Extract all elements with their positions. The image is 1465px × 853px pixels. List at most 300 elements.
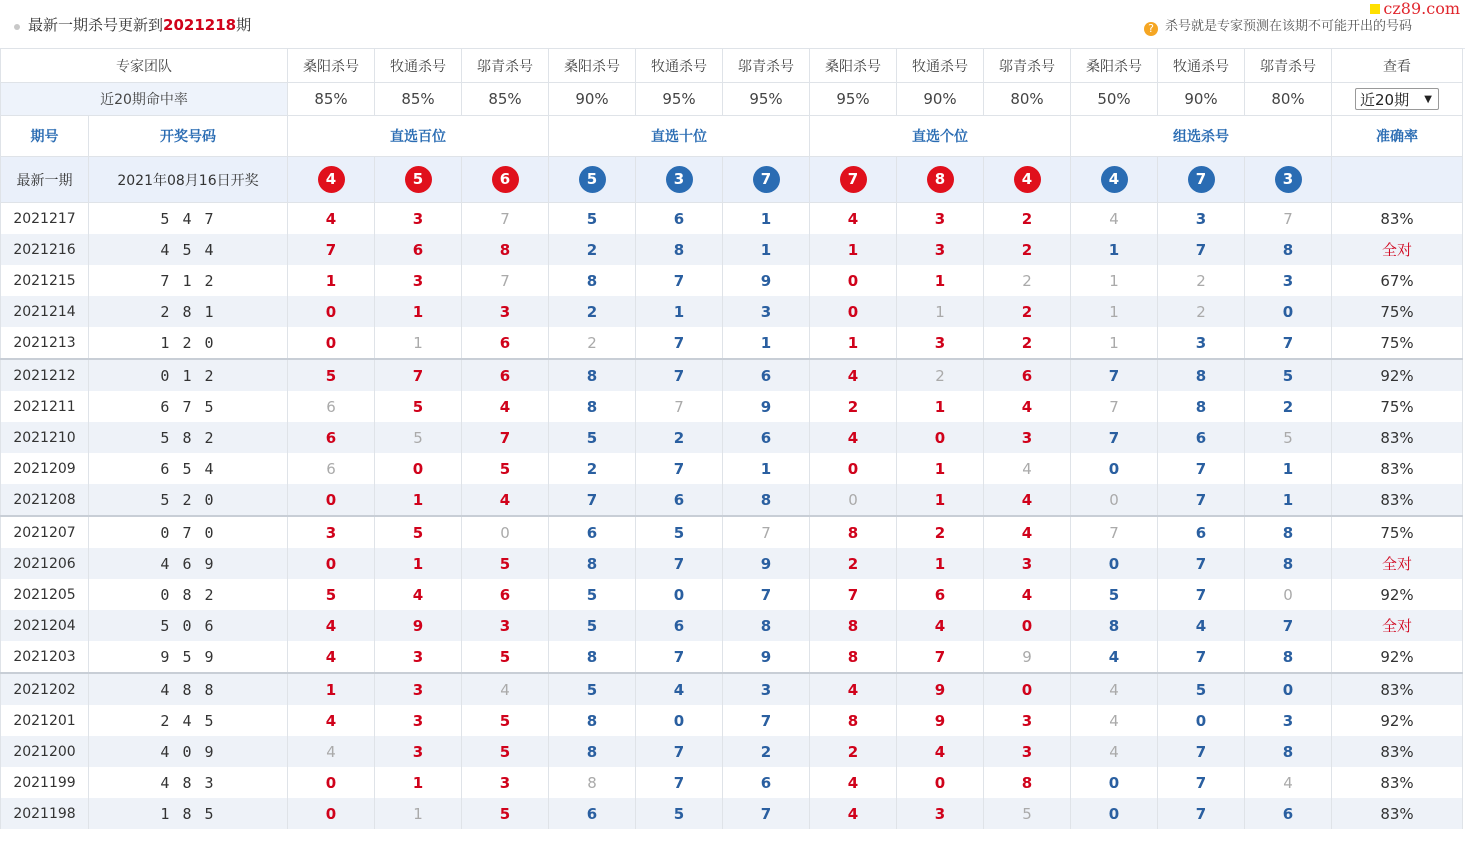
hit-rate-value: 85%: [462, 83, 549, 116]
hit-rate-value: 85%: [288, 83, 375, 116]
kill-cell: [810, 422, 897, 453]
kill-number: 3: [1195, 209, 1207, 228]
kill-number: 5: [1283, 428, 1293, 447]
kill-cell: [723, 705, 810, 736]
kill-number: 5: [412, 397, 424, 416]
latest-label: 最新一期: [1, 157, 89, 203]
accuracy-value: 92%: [1332, 705, 1463, 736]
kill-number: 4: [1195, 616, 1207, 635]
kill-cell: [1071, 673, 1158, 705]
kill-cell: [288, 391, 375, 422]
kill-cell: [288, 767, 375, 798]
issue-number: 2021204: [1, 610, 89, 641]
kill-cell: [1158, 579, 1245, 610]
kill-cell: [723, 453, 810, 484]
issue-number: 2021203: [1, 641, 89, 673]
latest-kill-cell: [375, 157, 462, 203]
kill-number: 6: [1195, 428, 1207, 447]
kill-number: 0: [1108, 804, 1120, 823]
kill-number: 7: [1195, 554, 1207, 573]
draw-header: 开奖号码: [89, 116, 288, 157]
kill-cell: [1245, 548, 1332, 579]
kill-cell: [984, 453, 1071, 484]
kill-cell: [549, 641, 636, 673]
kill-cell: [375, 359, 462, 391]
kill-number: 8: [760, 616, 772, 635]
kill-cell: [1071, 767, 1158, 798]
kill-cell: [375, 798, 462, 829]
kill-cell: [375, 673, 462, 705]
kill-cell: [984, 641, 1071, 673]
kill-number-ball: 7: [840, 166, 867, 193]
kill-number: 0: [1108, 773, 1120, 792]
kill-cell: [897, 736, 984, 767]
issue-number: 2021205: [1, 579, 89, 610]
kill-cell: [810, 391, 897, 422]
kill-number: 7: [760, 585, 772, 604]
kill-cell: [1245, 234, 1332, 265]
kill-number: 5: [673, 523, 685, 542]
kill-number: 4: [847, 804, 859, 823]
kill-number-ball: 3: [1275, 166, 1302, 193]
latest-kill-cell: [636, 157, 723, 203]
page-title: 最新一期杀号更新到2021218期: [28, 16, 252, 34]
kill-cell: [288, 484, 375, 516]
kill-number: 0: [1283, 585, 1293, 604]
kill-number: 6: [1282, 804, 1294, 823]
kill-number: 8: [586, 397, 598, 416]
kill-cell: [462, 641, 549, 673]
kill-cell: [375, 484, 462, 516]
kill-number: 6: [760, 428, 772, 447]
kill-number: 7: [412, 366, 424, 385]
kill-number: 4: [934, 616, 946, 635]
kill-number: 2: [847, 554, 859, 573]
kill-number: 1: [847, 240, 859, 259]
kill-number: 1: [760, 240, 772, 259]
kill-cell: [636, 516, 723, 548]
kill-number: 3: [499, 616, 511, 635]
kill-cell: [288, 234, 375, 265]
kill-cell: [897, 548, 984, 579]
hit-rate-value: 95%: [723, 83, 810, 116]
kill-number: 0: [934, 773, 946, 792]
kill-number: 0: [848, 490, 858, 509]
kill-cell: [462, 296, 549, 327]
kill-cell: [462, 767, 549, 798]
kill-cell: [549, 391, 636, 422]
kill-cell: [288, 641, 375, 673]
kill-number: 3: [1195, 333, 1207, 352]
history-row: [1, 548, 1463, 579]
kill-cell: [636, 736, 723, 767]
kill-number: 3: [1282, 271, 1294, 290]
issue-number: 2021213: [1, 327, 89, 359]
kill-cell: [549, 265, 636, 296]
kill-number-ball: 5: [405, 166, 432, 193]
kill-cell: [375, 265, 462, 296]
kill-cell: [375, 767, 462, 798]
expert-team-label: 专家团队: [1, 49, 288, 83]
kill-number: 7: [1195, 742, 1207, 761]
kill-number: 3: [412, 209, 424, 228]
history-row: [1, 265, 1463, 296]
kill-cell: [1071, 296, 1158, 327]
kill-cell: [375, 548, 462, 579]
kill-number: 4: [500, 680, 510, 699]
kill-number: 8: [1282, 523, 1294, 542]
kill-number: 5: [499, 804, 511, 823]
kill-number: 5: [586, 428, 598, 447]
kill-number: 7: [325, 240, 337, 259]
kill-cell: [810, 641, 897, 673]
kill-number: 0: [325, 773, 337, 792]
kill-number: 7: [1195, 585, 1207, 604]
kill-cell: [984, 516, 1071, 548]
latest-issue-row: [1, 157, 1463, 203]
kill-number: 5: [1282, 366, 1294, 385]
kill-number: 0: [1021, 616, 1033, 635]
kill-number: 7: [1195, 490, 1207, 509]
latest-kill-cell: [549, 157, 636, 203]
issue-number: 2021209: [1, 453, 89, 484]
kill-number: 6: [760, 366, 772, 385]
kill-number: 1: [325, 271, 337, 290]
kill-number: 4: [325, 616, 337, 635]
accuracy-value: 83%: [1332, 453, 1463, 484]
kill-cell: [462, 610, 549, 641]
kill-number: 4: [1021, 585, 1033, 604]
kill-number: 4: [1283, 773, 1293, 792]
kill-cell: [462, 327, 549, 359]
kill-number: 8: [847, 616, 859, 635]
draw-numbers: 6 7 5: [89, 391, 288, 422]
kill-cell: [462, 453, 549, 484]
kill-cell: [462, 484, 549, 516]
kill-cell: [1245, 265, 1332, 296]
kill-number: 4: [673, 680, 685, 699]
kill-cell: [1245, 767, 1332, 798]
kill-number: 2: [1282, 397, 1294, 416]
kill-cell: [1245, 798, 1332, 829]
issue-number: 2021211: [1, 391, 89, 422]
kill-number: 8: [586, 742, 598, 761]
accuracy-value: 75%: [1332, 327, 1463, 359]
kill-number: 4: [934, 742, 946, 761]
kill-cell: [549, 422, 636, 453]
issue-number: 2021208: [1, 484, 89, 516]
kill-cell: [636, 579, 723, 610]
kill-cell: [1245, 736, 1332, 767]
kill-cell: [984, 548, 1071, 579]
kill-cell: [462, 705, 549, 736]
kill-cell: [1158, 391, 1245, 422]
kill-cell: [1158, 610, 1245, 641]
kill-cell: [375, 610, 462, 641]
kill-cell: [636, 798, 723, 829]
kill-number: 6: [499, 366, 511, 385]
draw-numbers: 9 5 9: [89, 641, 288, 673]
kill-number: 6: [673, 616, 685, 635]
kill-cell: [810, 203, 897, 235]
kill-number: 6: [1195, 523, 1207, 542]
kill-cell: [984, 484, 1071, 516]
kill-number: 3: [760, 680, 772, 699]
kill-number: 8: [1282, 742, 1294, 761]
issue-number: 2021200: [1, 736, 89, 767]
kill-cell: [636, 203, 723, 235]
draw-numbers: 0 1 2: [89, 359, 288, 391]
kill-cell: [723, 234, 810, 265]
kill-number: 4: [847, 209, 859, 228]
kill-number: 3: [934, 333, 946, 352]
kill-cell: [810, 359, 897, 391]
draw-numbers: 5 0 6: [89, 610, 288, 641]
expert-name: 邬青杀号: [462, 49, 549, 83]
kill-cell: [984, 296, 1071, 327]
kill-cell: [723, 327, 810, 359]
kill-cell: [897, 705, 984, 736]
kill-cell: [1071, 798, 1158, 829]
kill-number: 5: [1195, 680, 1207, 699]
kill-number: 3: [412, 271, 424, 290]
kill-number: 8: [586, 554, 598, 573]
kill-number: 1: [325, 680, 337, 699]
kill-number: 0: [412, 459, 424, 478]
kill-number: 6: [326, 397, 336, 416]
kill-number: 3: [1021, 428, 1033, 447]
kill-cell: [1158, 234, 1245, 265]
kill-number: 1: [1109, 271, 1119, 290]
kill-cell: [1158, 548, 1245, 579]
kill-number: 3: [412, 742, 424, 761]
kill-cell: [897, 610, 984, 641]
kill-cell: [549, 610, 636, 641]
kill-cell: [1245, 673, 1332, 705]
kill-number: 2: [586, 240, 598, 259]
kill-number: 2: [1021, 209, 1033, 228]
kill-cell: [1245, 391, 1332, 422]
kill-cell: [897, 798, 984, 829]
kill-cell: [810, 453, 897, 484]
kill-number: 1: [934, 271, 946, 290]
history-row: [1, 453, 1463, 484]
kill-cell: [1071, 265, 1158, 296]
kill-cell: [288, 453, 375, 484]
kill-number: 5: [499, 742, 511, 761]
kill-cell: [810, 548, 897, 579]
latest-kill-cell: [1245, 157, 1332, 203]
kill-cell: [375, 203, 462, 235]
kill-number: 7: [761, 523, 771, 542]
kill-cell: [549, 453, 636, 484]
kill-cell: [1245, 327, 1332, 359]
kill-number-table: [0, 48, 1463, 829]
kill-number: 8: [586, 271, 598, 290]
kill-cell: [723, 767, 810, 798]
kill-cell: [1245, 296, 1332, 327]
kill-cell: [810, 234, 897, 265]
kill-number: 5: [586, 680, 598, 699]
kill-cell: [375, 516, 462, 548]
bullet-icon: [14, 24, 20, 30]
kill-number: 4: [1109, 209, 1119, 228]
kill-number: 4: [499, 490, 511, 509]
accuracy-value: 92%: [1332, 641, 1463, 673]
history-row: [1, 767, 1463, 798]
kill-number: 7: [1195, 804, 1207, 823]
kill-cell: [375, 391, 462, 422]
accuracy-value: 67%: [1332, 265, 1463, 296]
kill-number: 4: [1109, 742, 1119, 761]
kill-cell: [897, 516, 984, 548]
kill-cell: [462, 673, 549, 705]
issue-number: 2021199: [1, 767, 89, 798]
kill-cell: [1245, 610, 1332, 641]
kill-cell: [375, 327, 462, 359]
kill-cell: [1158, 265, 1245, 296]
kill-number: 6: [1021, 366, 1033, 385]
kill-number: 5: [499, 554, 511, 573]
watermark: cz89.com: [1367, 0, 1463, 18]
kill-number: 1: [847, 333, 859, 352]
kill-number-ball: 5: [579, 166, 606, 193]
kill-cell: [1245, 453, 1332, 484]
kill-cell: [984, 422, 1071, 453]
kill-cell: [636, 767, 723, 798]
kill-cell: [549, 203, 636, 235]
kill-number: 7: [673, 773, 685, 792]
accuracy-value: 83%: [1332, 484, 1463, 516]
kill-cell: [636, 484, 723, 516]
kill-cell: [1158, 422, 1245, 453]
kill-number: 7: [1195, 240, 1207, 259]
kill-number: 1: [1282, 459, 1294, 478]
kill-cell: [375, 641, 462, 673]
kill-number: 5: [586, 585, 598, 604]
kill-cell: [984, 265, 1071, 296]
kill-cell: [897, 673, 984, 705]
hundreds-header: 直选百位: [288, 116, 549, 157]
kill-number: 6: [586, 523, 598, 542]
kill-number: 2: [847, 397, 859, 416]
accuracy-value: 75%: [1332, 516, 1463, 548]
kill-number: 1: [934, 397, 946, 416]
kill-number: 0: [934, 428, 946, 447]
kill-number: 4: [1109, 711, 1119, 730]
kill-cell: [723, 673, 810, 705]
kill-cell: [288, 327, 375, 359]
kill-cell: [462, 548, 549, 579]
period-select[interactable]: 近20期 ▼: [1355, 88, 1439, 110]
kill-cell: [984, 610, 1071, 641]
kill-cell: [810, 484, 897, 516]
kill-cell: [462, 359, 549, 391]
issue-number: 2021207: [1, 516, 89, 548]
kill-cell: [1245, 203, 1332, 235]
latest-kill-cell: [723, 157, 810, 203]
accuracy-value: 全对: [1332, 234, 1463, 265]
accuracy-value: 83%: [1332, 422, 1463, 453]
kill-number: 8: [586, 711, 598, 730]
kill-number: 0: [500, 523, 510, 542]
draw-numbers: 1 2 0: [89, 327, 288, 359]
kill-cell: [1071, 705, 1158, 736]
history-row: [1, 736, 1463, 767]
history-row: [1, 641, 1463, 673]
kill-cell: [984, 705, 1071, 736]
kill-number: 5: [412, 523, 424, 542]
kill-number: 2: [1021, 240, 1033, 259]
issue-number: 2021216: [1, 234, 89, 265]
kill-number: 7: [847, 585, 859, 604]
kill-number: 1: [412, 490, 424, 509]
kill-cell: [288, 422, 375, 453]
kill-number: 5: [413, 428, 423, 447]
kill-cell: [1158, 203, 1245, 235]
kill-number: 8: [1108, 616, 1120, 635]
kill-cell: [1071, 203, 1158, 235]
kill-cell: [462, 516, 549, 548]
kill-number: 7: [1109, 397, 1119, 416]
kill-number: 2: [1021, 302, 1033, 321]
kill-number: 2: [587, 333, 597, 352]
accuracy-value: 75%: [1332, 391, 1463, 422]
period-select-cell: [1332, 83, 1463, 116]
kill-cell: [1158, 327, 1245, 359]
kill-number: 0: [847, 302, 859, 321]
latest-kill-cell: [984, 157, 1071, 203]
kill-number-ball: 7: [753, 166, 780, 193]
kill-number: 4: [847, 773, 859, 792]
history-row: [1, 516, 1463, 548]
kill-number: 2: [586, 459, 598, 478]
draw-numbers: 4 0 9: [89, 736, 288, 767]
hit-rate-label: 近20期命中率: [1, 83, 288, 116]
kill-cell: [1245, 422, 1332, 453]
kill-cell: [549, 767, 636, 798]
question-icon[interactable]: ?: [1144, 22, 1158, 36]
kill-number: 7: [500, 209, 510, 228]
draw-numbers: 2 8 1: [89, 296, 288, 327]
history-row: [1, 203, 1463, 235]
kill-number: 8: [1282, 647, 1294, 666]
kill-number: 0: [325, 490, 337, 509]
history-row: [1, 673, 1463, 705]
accuracy-value: 全对: [1332, 610, 1463, 641]
kill-number: 6: [326, 459, 336, 478]
issue-number: 2021217: [1, 203, 89, 235]
kill-number-ball: 8: [927, 166, 954, 193]
kill-cell: [723, 359, 810, 391]
kill-number: 3: [1021, 742, 1033, 761]
kill-cell: [1158, 705, 1245, 736]
kill-number: 0: [673, 585, 685, 604]
kill-number: 0: [1021, 680, 1033, 699]
kill-number: 2: [1022, 271, 1032, 290]
kill-number: 4: [325, 711, 337, 730]
kill-number: 5: [673, 804, 685, 823]
kill-cell: [636, 673, 723, 705]
kill-number-ball: 6: [492, 166, 519, 193]
history-row: [1, 610, 1463, 641]
kill-cell: [1158, 673, 1245, 705]
kill-cell: [897, 359, 984, 391]
kill-cell: [723, 610, 810, 641]
issue-number: 2021210: [1, 422, 89, 453]
kill-number: 6: [760, 773, 772, 792]
history-row: [1, 296, 1463, 327]
